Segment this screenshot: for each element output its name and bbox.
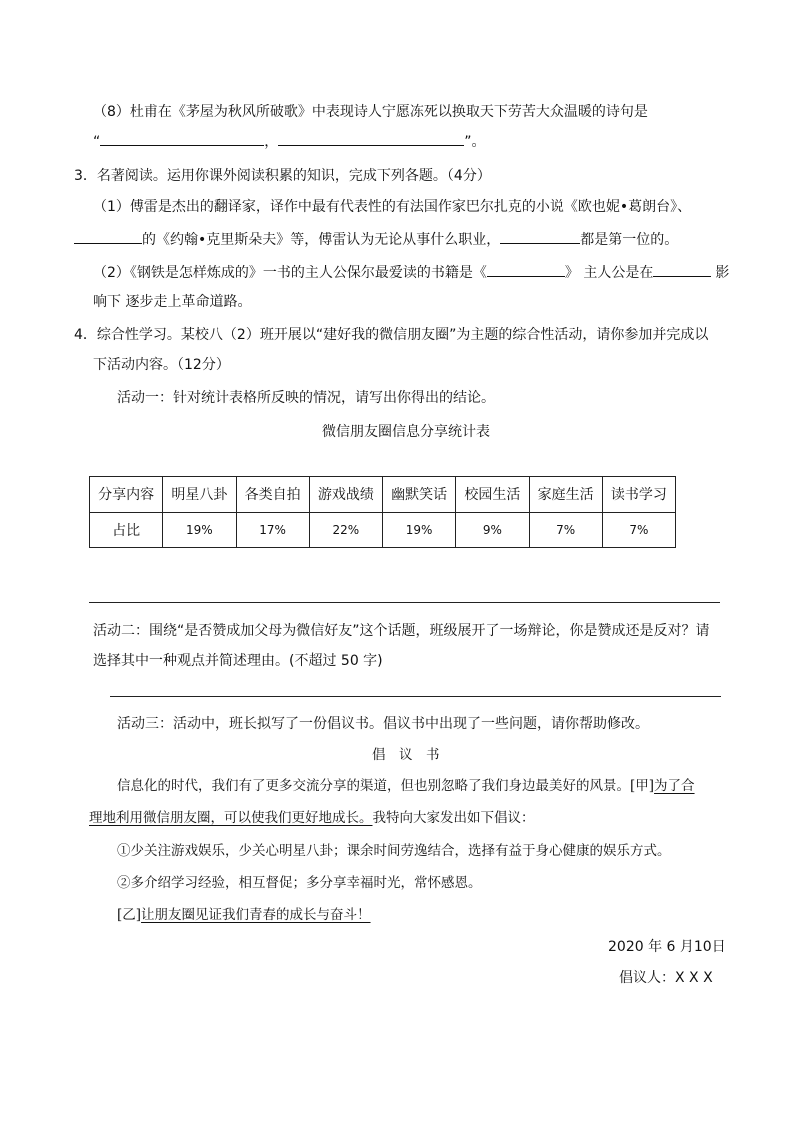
q4-title-line2: 下活动内容。（12分） <box>93 357 230 373</box>
q3-p2-text-c: 影 <box>715 265 730 281</box>
yi-label: [乙] <box>117 907 142 923</box>
table-header-row <box>90 477 676 513</box>
jia-sentence-end: 理地利用微信朋友圈，可以使我们更好地成长。 <box>89 810 373 826</box>
proposal-item-1: ①少关注游戏娱乐，少关心明星八卦；课余时间劳逸结合，选择有益于身心健康的娱乐方式。 <box>117 843 671 859</box>
q4-title-line1: 4．综合性学习。某校八（2）班开展以“建好我的微信朋友圈”为主题的综合性活动，请你参加并完成以 <box>74 327 709 343</box>
proposal-date: 2020 年 6 月10日 <box>608 939 726 955</box>
proposal-signer: 倡议人：X X X <box>619 970 713 986</box>
open-quote: “ <box>93 134 101 150</box>
q3-p1-text-b: 都是第一位的。 <box>580 232 679 248</box>
jia-sentence-start: 为了合 <box>654 778 695 794</box>
answer-blank[interactable] <box>500 229 580 244</box>
answer-blank[interactable] <box>487 262 565 277</box>
proposal-para1-line1 <box>117 776 695 796</box>
table-cell: 幽默笑话 <box>383 477 456 513</box>
q3-p1-line2 <box>74 229 678 250</box>
answer-blank[interactable] <box>278 131 464 146</box>
proposal-title: 倡 议 书 <box>372 747 440 763</box>
q3-p2-line1 <box>93 262 729 283</box>
table-cell: 7% <box>529 512 602 548</box>
proposal-text: 信息化的时代，我们有了更多交流分享的渠道，但也别忽略了我们身边最美好的风景。[甲] <box>117 778 655 794</box>
activity3-text: 活动三：活动中，班长拟写了一份倡议书。倡议书中出现了一些问题，请你帮助修改。 <box>117 716 649 732</box>
table-cell: 游戏战绩 <box>309 477 382 513</box>
activity2-line1: 活动二：围绕“是否赞成加父母为微信好友”这个话题，班级展开了一场辩论，你是赞成还是反对？请 <box>93 623 710 639</box>
q3-p2-text-b: 》 主人公是在 <box>564 265 654 281</box>
q3-title: 3．名著阅读。运用你课外阅读积累的知识，完成下列各题。（4分） <box>74 168 491 184</box>
table-cell: 明星八卦 <box>163 477 236 513</box>
table-cell: 19% <box>383 512 456 548</box>
comma: ， <box>264 134 279 150</box>
table-cell: 各类自拍 <box>236 477 309 513</box>
stats-table <box>89 476 676 548</box>
table-title: 微信朋友圈信息分享统计表 <box>322 424 490 440</box>
q3-p2-text-a: （2）《钢铁是怎样炼成的》一书的主人公保尔最爱读的书籍是《 <box>93 265 487 281</box>
table-cell: 7% <box>602 512 675 548</box>
answer-blank[interactable] <box>653 262 711 277</box>
q3-p1-line1: （1）傅雷是杰出的翻译家，译作中最有代表性的有法国作家巴尔扎克的小说《欧也妮•葛朗台》、 <box>93 199 692 215</box>
table-cell: 占比 <box>90 512 163 548</box>
table-cell: 家庭生活 <box>529 477 602 513</box>
q8-answer-line <box>93 131 486 152</box>
answer-blank[interactable] <box>100 131 264 146</box>
table-cell: 19% <box>163 512 236 548</box>
q8-text: （8）杜甫在《茅屋为秋风所破歌》中表现诗人宁愿冻死以换取天下劳苦大众温暖的诗句是 <box>93 104 648 120</box>
table-row <box>90 512 676 548</box>
answer-blank[interactable] <box>74 229 142 244</box>
table-cell: 22% <box>309 512 382 548</box>
table-cell: 17% <box>236 512 309 548</box>
proposal-item-2: ②多介绍学习经验，相互督促；多分享幸福时光，常怀感恩。 <box>117 875 482 891</box>
table-cell: 分享内容 <box>90 477 163 513</box>
proposal-para1-line2 <box>89 808 535 828</box>
yi-sentence: 让朋友圈见证我们青春的成长与奋斗！ <box>141 907 371 923</box>
activity2-answer-line[interactable] <box>110 696 721 697</box>
activity2-line2: 选择其中一种观点并简述理由。(不超过 50 字) <box>93 653 383 669</box>
q3-p2-line2: 响下 逐步走上革命道路。 <box>93 294 252 310</box>
proposal-text: 我特向大家发出如下倡议： <box>372 810 535 826</box>
q3-p1-text-a: 的《约翰•克里斯朵夫》等，傅雷认为无论从事什么职业， <box>142 232 501 248</box>
table-cell: 9% <box>456 512 529 548</box>
activity1-answer-line[interactable] <box>89 602 720 603</box>
table-cell: 读书学习 <box>602 477 675 513</box>
close-quote: ”。 <box>464 134 486 150</box>
table-cell: 校园生活 <box>456 477 529 513</box>
activity1-text: 活动一：针对统计表格所反映的情况，请写出你得出的结论。 <box>117 390 495 406</box>
proposal-yi-line <box>117 905 371 925</box>
